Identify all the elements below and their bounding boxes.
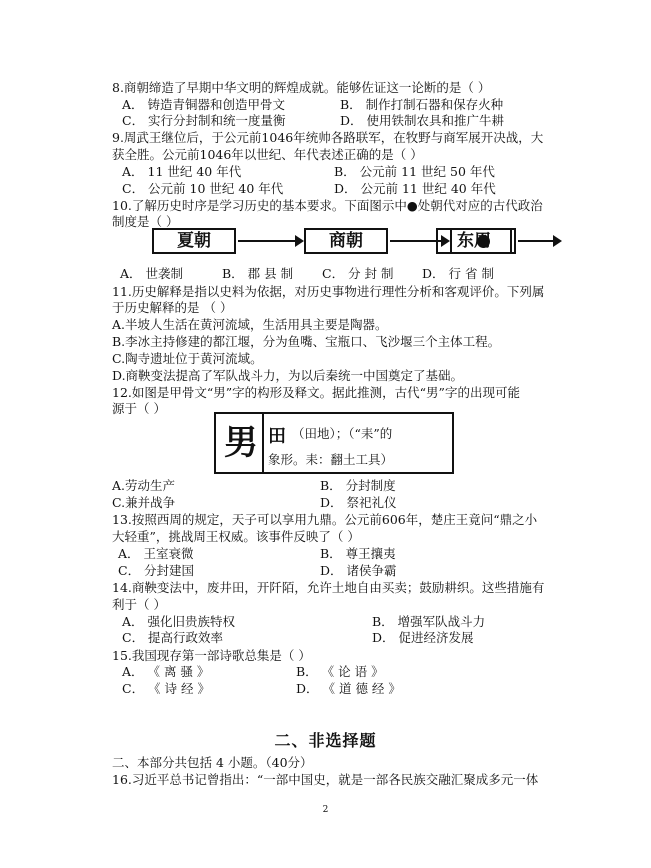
q12-option-a: A.劳动生产 [112, 478, 176, 493]
q15-option-d: D． 《 道 德 经 》 [296, 681, 401, 696]
q10-option-d: D． 行 省 制 [422, 266, 494, 281]
q13-option-b: B． 尊王攘夷 [320, 546, 396, 561]
oracle-bone-character: 男 [224, 423, 258, 463]
flow-box-dongzhou: 东周 [436, 228, 512, 254]
q14-stem-line2: 利于（ ） [112, 597, 166, 612]
flow-box-xia: 夏朝 [152, 228, 236, 254]
q10-option-a: A． 世袭制 [120, 266, 184, 281]
q8-option-d: D． 使用铁制农具和推广牛耕 [340, 113, 504, 128]
q8-option-a: A． 铸造青铜器和创造甲骨文 [122, 97, 286, 112]
q11-option-c: C.陶寺遗址位于黄河流域。 [112, 351, 263, 366]
q14-option-a: A． 强化旧贵族特权 [122, 614, 236, 629]
q14-option-b: B． 增强军队战斗力 [372, 614, 486, 629]
q9-stem-line1: 9.周武王继位后，于公元前1046年统帅各路联军，在牧野与商军展开决战，大 [112, 130, 544, 145]
q9-option-b: B． 公元前 11 世纪 50 年代 [334, 164, 495, 179]
q15-option-b: B． 《 论 语 》 [296, 664, 384, 679]
q12-stem-line2: 源于（ ） [112, 401, 166, 416]
q15-option-a: A． 《 离 骚 》 [122, 664, 210, 679]
q11-option-d: D.商鞅变法提高了军队战斗力，为以后秦统一中国奠定了基础。 [112, 368, 464, 383]
q11-stem-line2: 于历史解释的是 （ ） [112, 300, 233, 315]
q15-option-c: C． 《 诗 经 》 [122, 681, 210, 696]
figure-divider [262, 414, 264, 472]
figure-note-line2: 象形。耒：翻土工具） [268, 452, 394, 467]
q14-option-d: D． 促进经济发展 [372, 630, 474, 645]
q14-stem-line1: 14.商鞅变法中，废井田，开阡陌，允许土地自由买卖；鼓励耕织。这些措施有 [112, 580, 545, 595]
q13-stem-line1: 13.按照西周的规定，天子可以享用九鼎。公元前606年，楚庄王竟问“鼎之小 [112, 512, 538, 527]
q11-stem-line1: 11.历史解释是指以史料为依据，对历史事物进行理性分析和客观评价。下列属 [112, 284, 545, 299]
flow-box-shang: 商朝 [304, 228, 388, 254]
q8-option-c: C． 实行分封制和统一度量衡 [122, 113, 286, 128]
figure-note-line1: （田地）；（“耒”的 [292, 426, 393, 441]
q10-stem-line2: 制度是（ ） [112, 214, 179, 229]
q8-stem: 8.商朝缔造了早期中华文明的辉煌成就。能够佐证这一论断的是（ ） [112, 80, 491, 95]
section-title: 二、非选择题 [274, 731, 377, 750]
section-intro: 二、本部分共包括 4 小题。（40分） [112, 755, 313, 770]
q12-option-b: B． 分封制度 [320, 478, 396, 493]
q9-option-a: A． 11 世纪 40 年代 [122, 164, 242, 179]
q8-option-b: B． 制作打制石器和保存火种 [340, 97, 504, 112]
q12-option-c: C.兼并战争 [112, 495, 176, 510]
q12-option-d: D． 祭祀礼仪 [320, 495, 397, 510]
q10-option-c: C． 分 封 制 [322, 266, 394, 281]
q13-option-d: D． 诸侯争霸 [320, 563, 397, 578]
q9-stem-line2: 获全胜。公元前1046年以世纪、年代表述正确的是（ ） [112, 147, 423, 162]
q13-option-a: A． 王室衰微 [118, 546, 194, 561]
q13-option-c: C． 分封建国 [118, 563, 195, 578]
q10-option-b: B． 郡 县 制 [222, 266, 294, 281]
q11-option-b: B.李冰主持修建的都江堰，分为鱼嘴、宝瓶口、飞沙堰三个主体工程。 [112, 334, 501, 349]
q15-stem: 15.我国现存第一部诗歌总集是（ ） [112, 648, 311, 663]
page-number: 2 [322, 805, 329, 815]
oracle-bone-figure [214, 412, 454, 474]
q11-option-a: A.半坡人生活在黄河流域，生活用具主要是陶器。 [112, 317, 388, 332]
q9-option-d: D． 公元前 11 世纪 40 年代 [334, 181, 496, 196]
tian-character: 田 [268, 426, 286, 447]
flow-arrow [518, 240, 560, 242]
q13-stem-line2: 大轻重”，挑战周王权威。该事件反映了（ ） [112, 529, 360, 544]
q10-stem-line1: 10.了解历史时序是学习历史的基本要求。下面图示中●处朝代对应的古代政治 [112, 198, 543, 213]
q14-option-c: C． 提高行政效率 [122, 630, 224, 645]
q12-stem-line1: 12.如图是甲骨文“男”字的构形及释文。据此推测，古代“男”字的出现可能 [112, 385, 520, 400]
flow-arrow [238, 240, 302, 242]
q9-option-c: C． 公元前 10 世纪 40 年代 [122, 181, 284, 196]
q16-stem: 16.习近平总书记曾指出：“一部中国史，就是一部各民族交融汇聚成多元一体 [112, 772, 539, 787]
